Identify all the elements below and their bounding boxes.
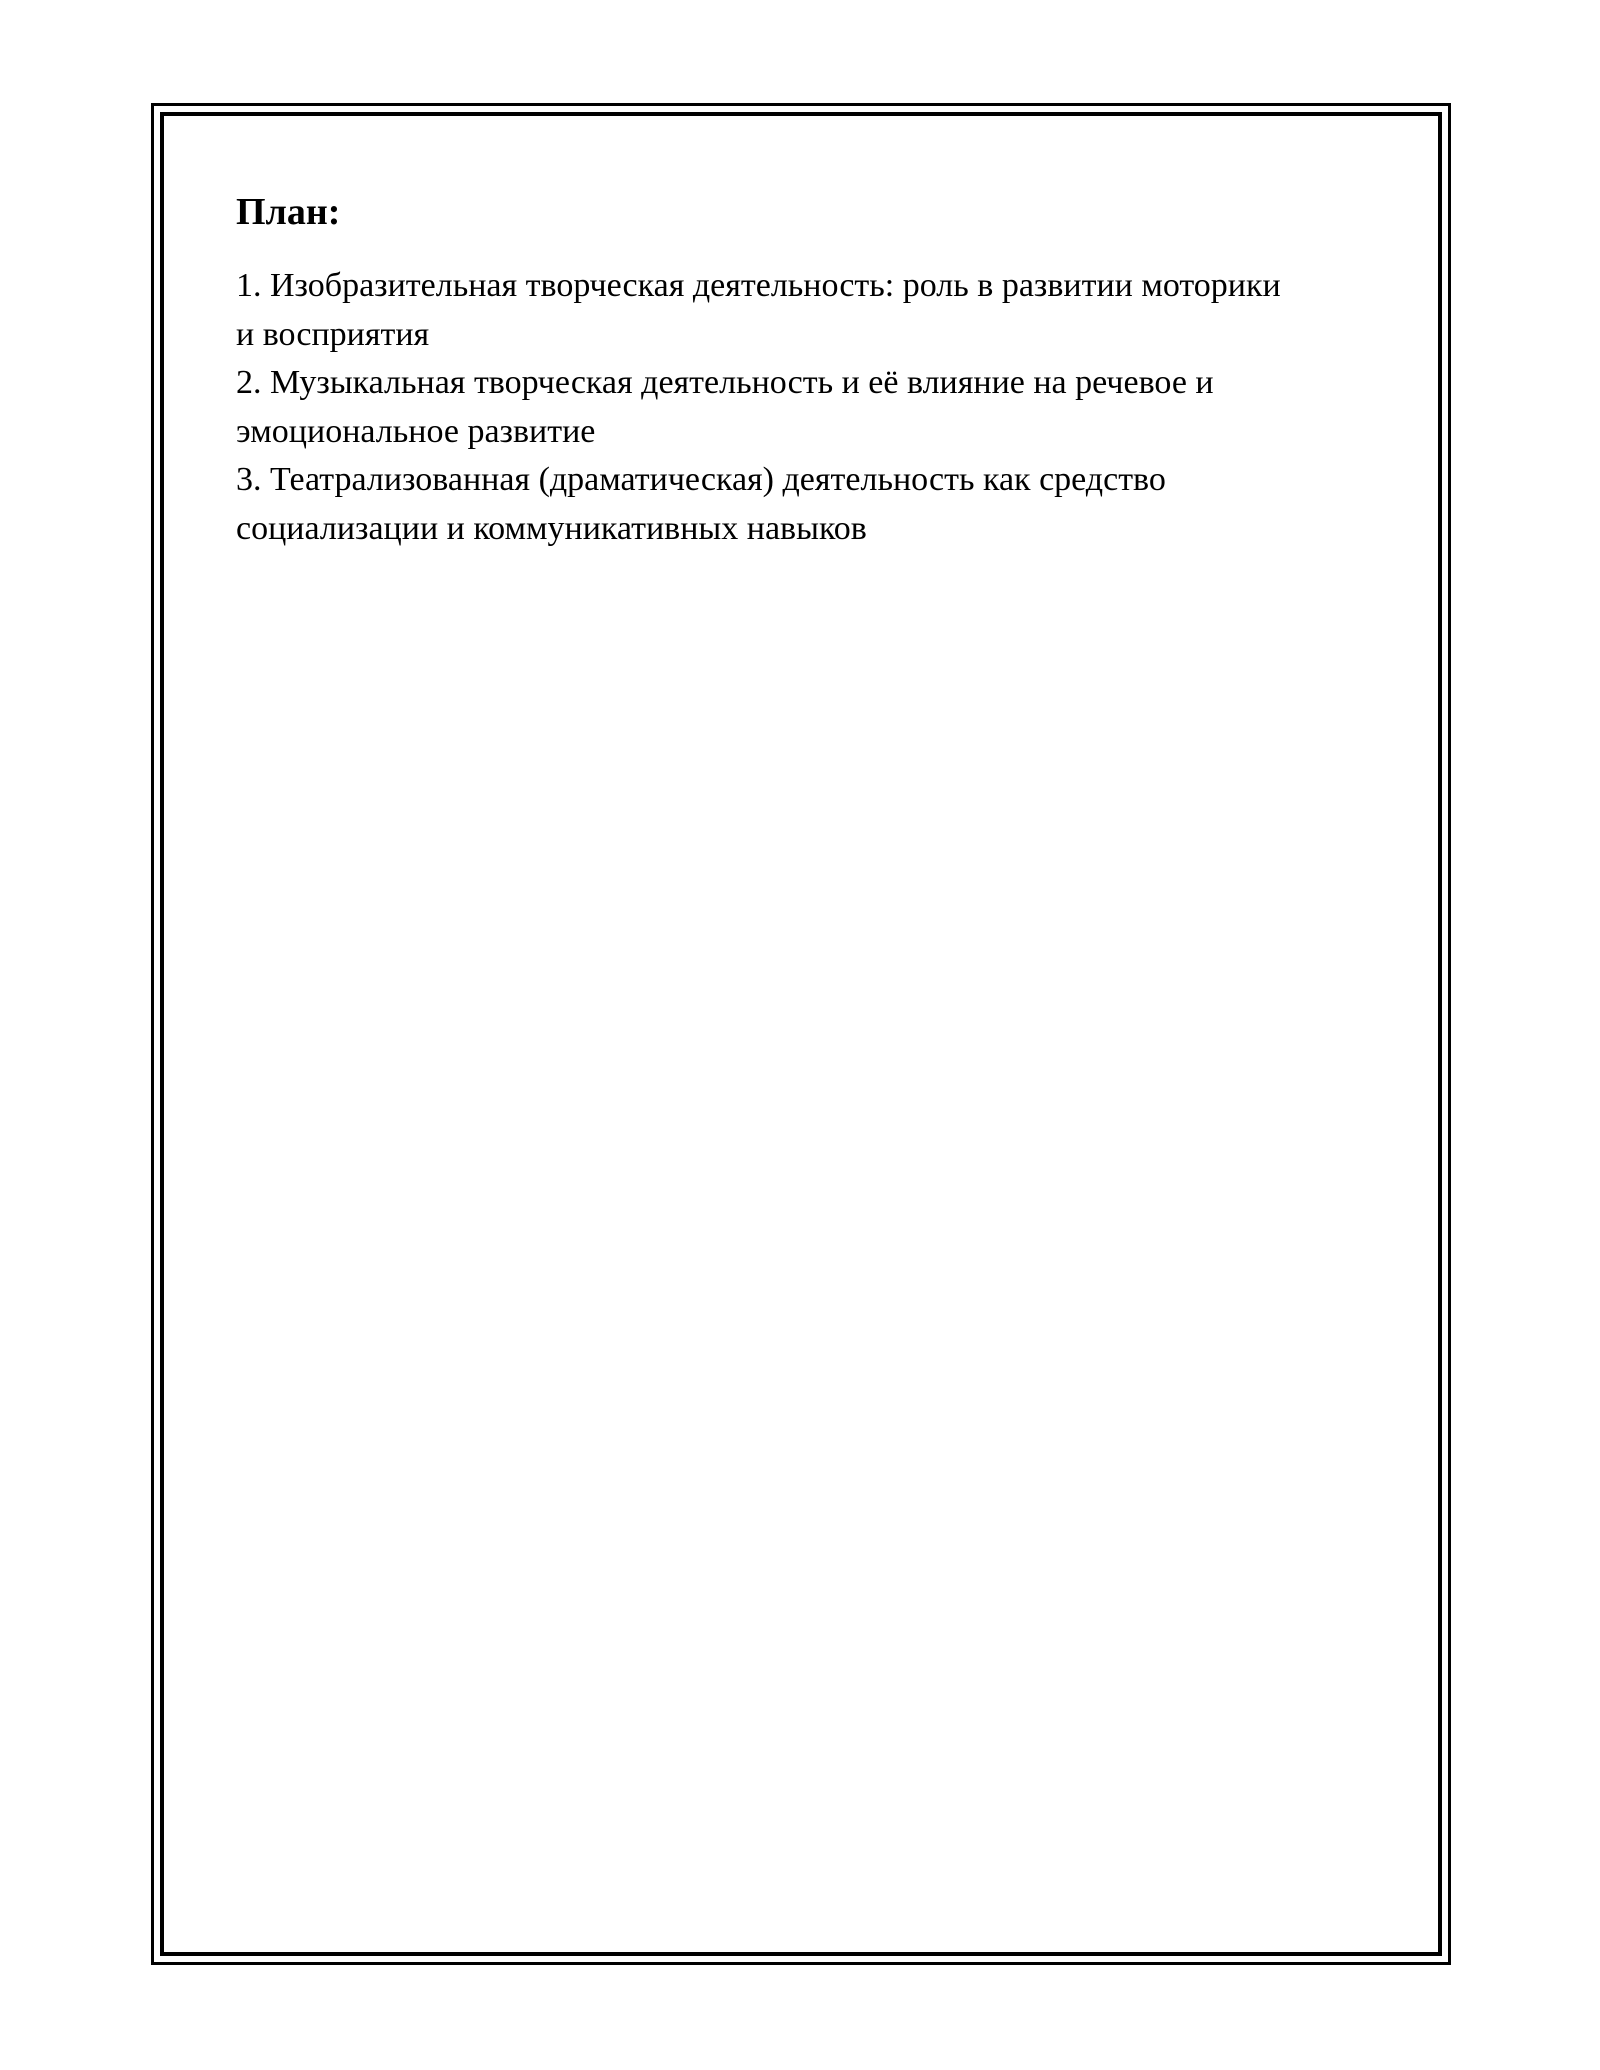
plan-item-1-line-1: 1. Изобразительная творческая деятельность: роль в развитии моторики	[236, 267, 1281, 304]
plan-item-2-line-2: эмоциональное развитие	[236, 412, 596, 450]
plan-item-3-line-2: социализации и коммуникативных навыков	[236, 509, 867, 547]
plan-title: План:	[236, 191, 341, 233]
plan-item-2-line-1: 2. Музыкальная творческая деятельность и её влияние на речевое и	[236, 364, 1214, 401]
plan-item-3	[236, 456, 1386, 553]
plan-list	[236, 262, 1386, 553]
plan-item-1	[236, 262, 1386, 359]
plan-item-3-line-1: 3. Театрализованная (драматическая) деятельность как средство	[236, 461, 1166, 498]
plan-item-2	[236, 359, 1386, 456]
document-content	[236, 188, 1386, 553]
plan-item-1-line-2: и восприятия	[236, 315, 430, 353]
